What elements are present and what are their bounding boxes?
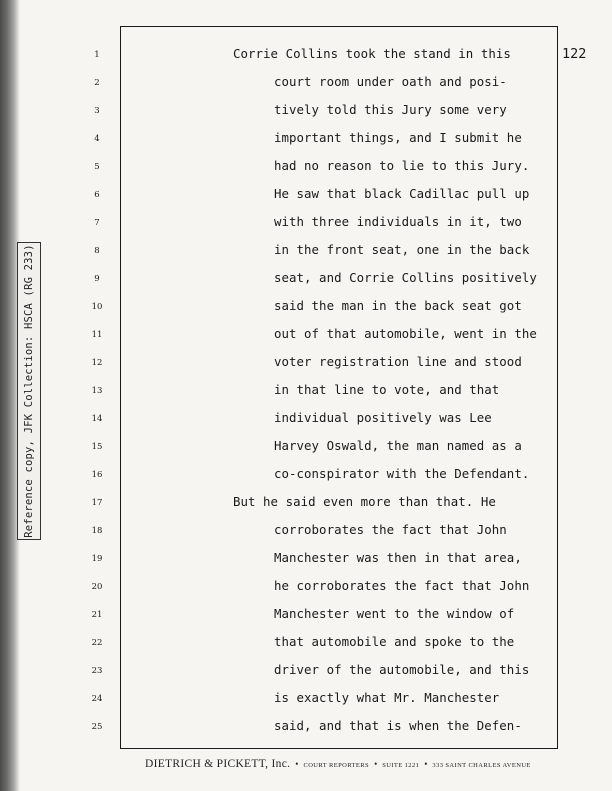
transcript-line: individual positively was Lee: [274, 410, 492, 425]
page-number: 122: [562, 46, 587, 62]
transcript-line: said the man in the back seat got: [274, 298, 522, 313]
line-number: 9: [94, 274, 100, 284]
line-number: 20: [91, 582, 103, 592]
transcript-line: he corroborates the fact that John: [274, 578, 530, 593]
transcript-line: with three individuals in it, two: [274, 214, 522, 229]
line-number: 25: [91, 722, 103, 732]
transcript-line: He saw that black Cadillac pull up: [274, 186, 530, 201]
line-number: 23: [91, 666, 103, 676]
line-number: 22: [91, 638, 103, 648]
line-number: 12: [91, 358, 103, 368]
line-number: 24: [91, 694, 103, 704]
footer-suite: SUITE 1221: [382, 762, 420, 769]
line-number: 14: [91, 414, 103, 424]
line-number: 17: [91, 498, 103, 508]
line-number: 3: [94, 106, 100, 116]
transcript-line: is exactly what Mr. Manchester: [274, 690, 500, 705]
line-number: 11: [91, 330, 103, 340]
transcript-line: that automobile and spoke to the: [274, 634, 515, 649]
line-number: 16: [91, 470, 103, 480]
line-number: 7: [94, 218, 100, 228]
line-number: 5: [94, 162, 100, 172]
footer-separator: •: [424, 759, 428, 769]
reference-stamp: [17, 242, 41, 540]
line-number: 8: [94, 246, 100, 256]
line-number: 10: [91, 302, 103, 312]
transcript-line: corroborates the fact that John: [274, 522, 507, 537]
line-number: 19: [91, 554, 103, 564]
transcript-line: in that line to vote, and that: [274, 382, 500, 397]
transcript-line: tively told this Jury some very: [274, 102, 507, 117]
transcript-line: co-conspirator with the Defendant.: [274, 466, 530, 481]
transcript-line: court room under oath and posi-: [274, 74, 507, 89]
transcript-line: had no reason to lie to this Jury.: [274, 158, 530, 173]
line-number: 1: [94, 50, 100, 60]
reference-stamp-text: Reference copy, JFK Collection: HSCA (RG 233): [23, 244, 35, 538]
footer-separator: •: [374, 759, 378, 769]
transcript-line: Manchester was then in that area,: [274, 550, 522, 565]
footer-separator: •: [295, 759, 299, 769]
transcript-line: out of that automobile, went in the: [274, 326, 537, 341]
line-number: 6: [94, 190, 100, 200]
footer-firm: DIETRICH & PICKETT, Inc.: [145, 758, 291, 770]
transcript-line: seat, and Corrie Collins positively: [274, 270, 537, 285]
transcript-line: driver of the automobile, and this: [274, 662, 530, 677]
transcript-line: Harvey Oswald, the man named as a: [274, 438, 522, 453]
transcript-line: Manchester went to the window of: [274, 606, 515, 621]
page-footer: [145, 754, 531, 772]
transcript-line: Corrie Collins took the stand in this: [233, 46, 511, 61]
line-number: 13: [91, 386, 103, 396]
line-number: 18: [91, 526, 103, 536]
line-number: 4: [94, 134, 100, 144]
footer-role: COURT REPORTERS: [303, 762, 370, 769]
transcript-line: But he said even more than that. He: [233, 494, 496, 509]
footer-address: 333 SAINT CHARLES AVENUE: [432, 762, 531, 769]
transcript-line: said, and that is when the Defen-: [274, 718, 522, 733]
transcript-line: voter registration line and stood: [274, 354, 522, 369]
line-number: 15: [91, 442, 103, 452]
line-number: 21: [91, 610, 103, 620]
line-number: 2: [94, 78, 100, 88]
transcript-line: in the front seat, one in the back: [274, 242, 530, 257]
transcript-line: important things, and I submit he: [274, 130, 522, 145]
